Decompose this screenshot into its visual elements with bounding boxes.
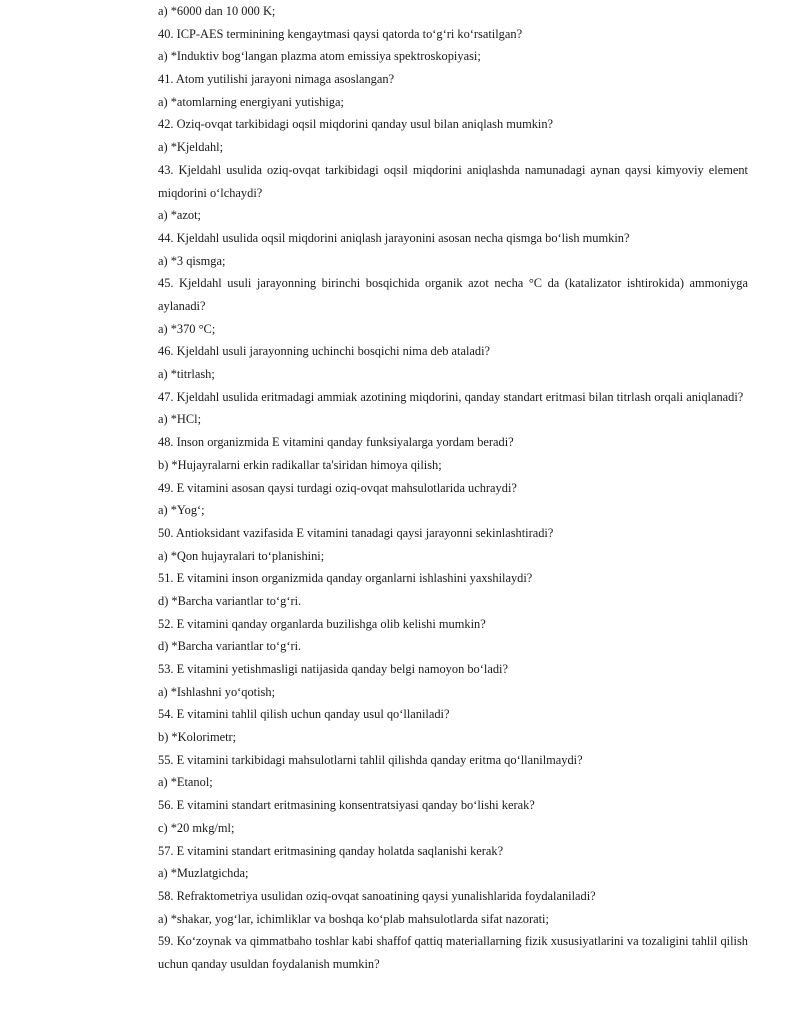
answer-line: a) *Induktiv bog‘langan plazma atom emissiya spektroskopiyasi;: [158, 49, 481, 64]
answer-line: d) *Barcha variantlar to‘g‘ri.: [158, 639, 302, 654]
answer-line: a) *azot;: [158, 208, 201, 223]
question-line: 46. Kjeldahl usuli jarayonning uchinchi bosqichi nima deb ataladi?: [158, 344, 491, 359]
answer-line: a) *Muzlatgichda;: [158, 866, 249, 881]
answer-line: c) *20 mkg/ml;: [158, 820, 235, 835]
answer-line: a) *Qon hujayralari to‘planishini;: [158, 548, 325, 563]
question-line: 44. Kjeldahl usulida oqsil miqdorini aniqlash jarayonini asosan necha qismga bo‘lish mumkin?: [158, 230, 630, 245]
question-line: 54. E vitamini tahlil qilish uchun qanday usul qo‘llaniladi?: [158, 707, 450, 722]
answer-line: b) *Hujayralarni erkin radikallar ta'siridan himoya qilish;: [158, 457, 442, 472]
question-line: 43. Kjeldahl usulida oziq-ovqat tarkibidagi oqsil miqdorini aniqlashda namunadagi aynan qaysi kimyoviy element miqdorini o‘lchaydi?: [158, 162, 748, 200]
question-line: 59. Ko‘zoynak va qimmatbaho toshlar kabi shaffof qattiq materiallarning fizik xususiyatlarini va tozaligini tahlil qilish uchun qanday usuldan foydalanish mumkin?: [158, 934, 748, 971]
question-line: 48. Inson organizmida E vitamini qanday funksiyalarga yordam beradi?: [158, 435, 514, 450]
question-line: 57. E vitamini standart eritmasining qanday holatda saqlanishi kerak?: [158, 843, 504, 858]
question-line: 56. E vitamini standart eritmasining konsentratsiyasi qanday bo‘lishi kerak?: [158, 798, 535, 813]
answer-line: a) *6000 dan 10 000 K;: [158, 4, 276, 18]
answer-line: b) *Kolorimetr;: [158, 730, 237, 745]
answer-line: a) *HCl;: [158, 412, 202, 427]
question-line: 40. ICP-AES terminining kengaytmasi qaysi qatorda to‘g‘ri ko‘rsatilgan?: [158, 26, 523, 41]
answer-line: a) *Yog‘;: [158, 503, 205, 518]
answer-line: a) *Ishlashni yo‘qotish;: [158, 684, 276, 699]
question-line: 49. E vitamini asosan qaysi turdagi oziq-ovqat mahsulotlarida uchraydi?: [158, 480, 517, 495]
answer-line: a) *370 °C;: [158, 321, 216, 336]
answer-line: a) *3 qismga;: [158, 253, 226, 268]
answer-line: a) *Kjeldahl;: [158, 140, 224, 155]
question-line: 45. Kjeldahl usuli jarayonning birinchi bosqichida organik azot necha °C da (katalizator ishtirokida) ammoniyga aylanadi?: [158, 276, 748, 313]
question-line: 50. Antioksidant vazifasida E vitamini tanadagi qaysi jarayonni sekinlashtiradi?: [158, 525, 554, 540]
answer-line: a) *atomlarning energiyani yutishiga;: [158, 94, 344, 109]
question-line: 42. Oziq-ovqat tarkibidagi oqsil miqdorini qanday usul bilan aniqlash mumkin?: [158, 117, 554, 132]
answer-line: d) *Barcha variantlar to‘g‘ri.: [158, 593, 302, 608]
question-line: 51. E vitamini inson organizmida qanday organlarni ishlashini yaxshilaydi?: [158, 571, 533, 586]
question-line: 47. Kjeldahl usulida eritmadagi ammiak azotining miqdorini, qanday standart eritmasi bilan titrlash orqali aniqlanadi?: [158, 389, 744, 404]
question-line: 52. E vitamini qanday organlarda buzilishga olib kelishi mumkin?: [158, 616, 486, 631]
question-line: 58. Refraktometriya usulidan oziq-ovqat sanoatining qaysi yunalishlarida foydalaniladi?: [158, 888, 596, 903]
question-line: 53. E vitamini yetishmasligi natijasida qanday belgi namoyon bo‘ladi?: [158, 662, 508, 677]
question-line: 41. Atom yutilishi jarayoni nimaga asoslangan?: [158, 72, 395, 87]
answer-line: a) *shakar, yog‘lar, ichimliklar va boshqa ko‘plab mahsulotlarda sifat nazorati;: [158, 911, 549, 926]
answer-line: a) *Etanol;: [158, 775, 213, 790]
answer-line: a) *titrlash;: [158, 367, 215, 382]
question-line: 55. E vitamini tarkibidagi mahsulotlarni tahlil qilishda qanday eritma qo‘llanilmaydi?: [158, 752, 583, 767]
